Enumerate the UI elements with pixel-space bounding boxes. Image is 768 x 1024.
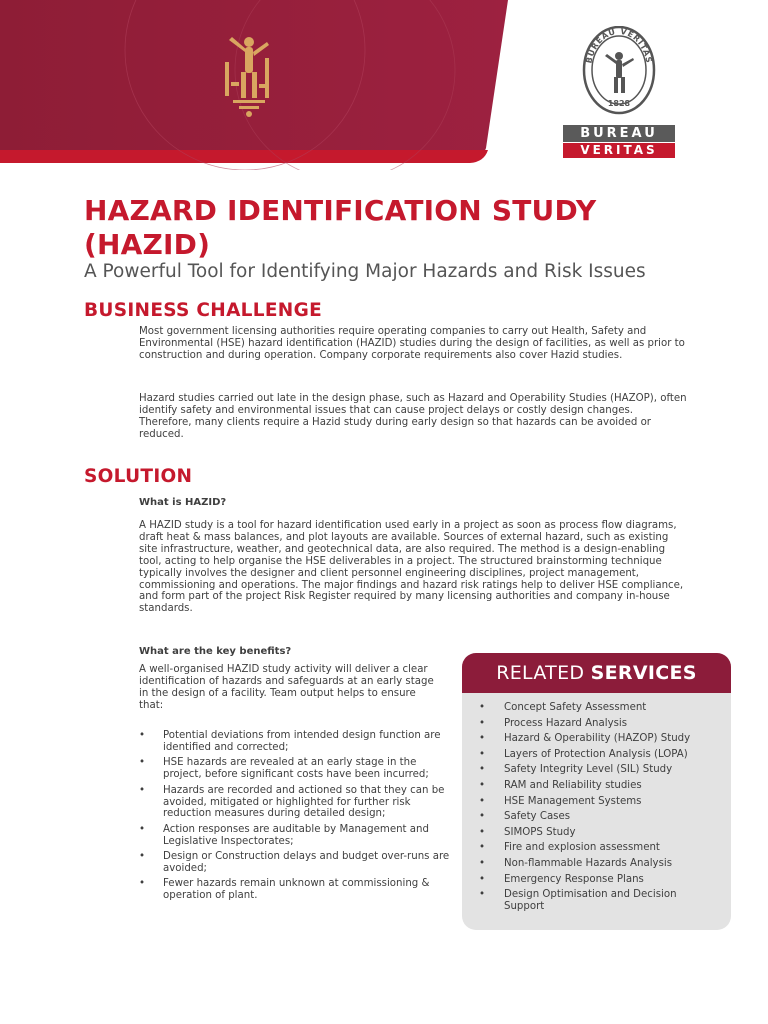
bullet-icon: •: [479, 702, 486, 713]
bullet-icon: •: [139, 878, 146, 890]
list-item: • Hazard & Operability (HAZOP) Study: [479, 733, 691, 745]
bullet-icon: •: [479, 717, 486, 729]
bullet-icon: •: [139, 823, 146, 835]
list-item: • Safety Integrity Level (SIL) Study: [479, 764, 673, 776]
bullet-icon: •: [479, 826, 486, 838]
bullet-icon: •: [479, 857, 486, 869]
list-item: • Design or Construction delays and budget over-runs are avoided;: [139, 851, 450, 875]
business-challenge-paragraph-1: Most government licensing authorities require operating companies to carry out Health, Safety and Environmental (HSE) hazard identification (HAZID) studies during the design of facilities, as well as prior to construction and during operation. Company corporate requirements also cover Hazid studies.: [139, 326, 685, 361]
list-item: • Process Hazard Analysis: [479, 717, 628, 729]
list-item: • Layers of Protection Analysis (LOPA): [479, 748, 688, 760]
bullet-icon: •: [479, 811, 486, 823]
title-line-2: (HAZID): [84, 228, 211, 261]
bullet-icon: •: [479, 842, 486, 854]
bureau-veritas-logo: [563, 26, 675, 156]
list-item: • Concept Safety Assessment: [479, 702, 647, 713]
related-services-panel: [462, 653, 731, 930]
list-item: • RAM and Reliability studies: [479, 779, 642, 791]
bullet-icon: •: [139, 757, 146, 769]
business-challenge-paragraph-2: Hazard studies carried out late in the design phase, such as Hazard and Operability Studies (HAZOP), often identify safety and environmental issues that can cause project delays or costly design changes. Therefore, many clients require a Hazid study during early design so that hazards can be avoided or reduced.: [139, 393, 687, 440]
list-item: • Design Optimisation and Decision Support: [479, 889, 677, 913]
bullet-icon: •: [479, 733, 486, 745]
related-services-heading: RELATED SERVICES: [462, 653, 731, 693]
title-line-1: HAZARD IDENTIFICATION STUDY: [84, 194, 597, 227]
list-item: • HSE hazards are revealed at an early stage in the project, before significant costs have been incurred;: [139, 757, 429, 781]
benefits-list: [139, 730, 451, 906]
related-services-list: [462, 693, 731, 913]
bullet-icon: •: [479, 795, 486, 807]
bullet-icon: •: [139, 851, 146, 863]
bullet-icon: •: [479, 779, 486, 791]
list-item: • Action responses are auditable by Management and Legislative Inspectorates;: [139, 823, 429, 847]
business-challenge-heading: BUSINESS CHALLENGE: [84, 300, 323, 321]
page-title: [84, 194, 596, 262]
bullet-icon: •: [479, 873, 486, 885]
bullet-icon: •: [479, 889, 486, 901]
bullet-icon: •: [139, 784, 146, 796]
list-item: • Fewer hazards remain unknown at commissioning & operation of plant.: [139, 878, 430, 902]
logo-bottom-word: VERITAS: [563, 143, 675, 158]
logo-seal-year: 1828: [607, 99, 631, 108]
key-benefits-heading: What are the key benefits?: [139, 646, 292, 657]
what-is-hazid-paragraph: A HAZID study is a tool for hazard identification used early in a project as soon as process flow diagrams, draft heat & mass balances, and plot layouts are available. Sources of external hazard, such as existing site infrastructure, weather, and geotechnical data, are also required. The method is a design-enabling tool, acting to help organise the HSE deliverables in a project. The structured brainstorming technique typically involves the designer and client personnel engineering disciplines, project management, commissioning and operations. The major findings and hazard risk ratings help to deliver HSE compliance, and form part of the project Risk Register required by many licensing authorities and company in-house standards.: [139, 520, 684, 615]
list-item: • Safety Cases: [479, 811, 571, 823]
list-item: • Fire and explosion assessment: [479, 842, 660, 854]
solution-heading: SOLUTION: [84, 466, 193, 487]
bullet-icon: •: [479, 764, 486, 776]
banner-emblem-icon: [219, 32, 277, 120]
key-benefits-intro: A well-organised HAZID study activity will deliver a clear identification of hazards and safeguards at an early stage in the design of a facility. Team output helps to ensure that:: [139, 664, 434, 711]
logo-top-word: BUREAU: [563, 125, 675, 142]
logo-seal-icon: [563, 26, 675, 118]
logo-seal-text: BUREAU VERITAS: [584, 26, 654, 65]
bullet-icon: •: [139, 730, 146, 741]
what-is-hazid-heading: What is HAZID?: [139, 497, 227, 508]
bullet-icon: •: [479, 748, 486, 760]
list-item: • Hazards are recorded and actioned so that they can be avoided, mitigated or highlighted for further risk reduction measures during detailed design;: [139, 784, 445, 820]
list-item: • Potential deviations from intended design function are identified and corrected;: [139, 730, 441, 753]
list-item: • HSE Management Systems: [479, 795, 642, 807]
list-item: • SIMOPS Study: [479, 826, 576, 838]
list-item: • Non-flammable Hazards Analysis: [479, 857, 673, 869]
list-item: • Emergency Response Plans: [479, 873, 644, 885]
page-subtitle: A Powerful Tool for Identifying Major Hazards and Risk Issues: [84, 261, 646, 282]
